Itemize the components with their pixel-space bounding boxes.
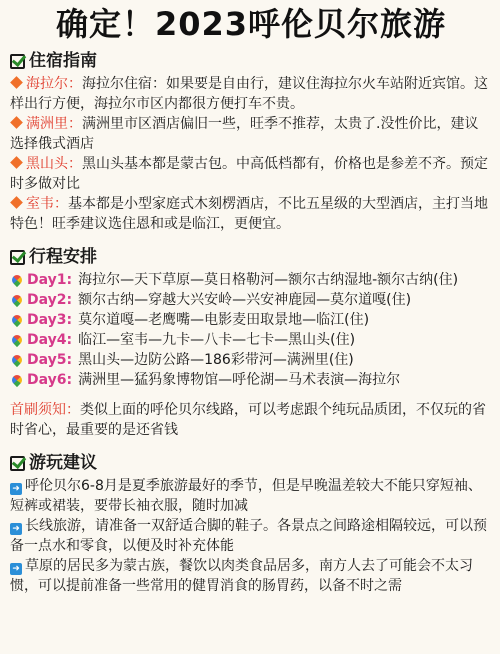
- accommodation-label: 海拉尔：: [26, 76, 82, 92]
- accommodation-label: 黑山头：: [26, 156, 82, 172]
- itinerary-heading: [10, 246, 492, 268]
- accommodation-text: 海拉尔住宿：如果要是自由行，建议住海拉尔火车站附近宾馆。这样出行方便，海拉尔市区内都很方便打车不贵。: [10, 76, 488, 112]
- notice-paragraph: [10, 400, 492, 440]
- tip-text: 长线旅游，请准备一双舒适合脚的鞋子。各景点之间路途相隔较远，可以预备一点水和零食，以便及时补充体能: [10, 518, 487, 554]
- day-route: 满洲里—猛犸象博物馆—呼伦湖—马术表演—海拉尔: [78, 372, 401, 388]
- tip-item: [10, 476, 492, 516]
- location-pin-icon: [10, 292, 24, 306]
- day-route: 海拉尔—天下草原—莫日格勒河—额尔古纳湿地-额尔古纳(住): [78, 272, 459, 288]
- arrow-right-icon: ➜: [10, 523, 22, 535]
- itinerary-day: [10, 370, 492, 390]
- day-label: Day1:: [27, 272, 73, 288]
- accommodation-text: 基本都是小型家庭式木刻楞酒店，不比五星级的大型酒店，主打当地特色！旺季建议选住恩和或是临江，更便宜。: [10, 196, 488, 232]
- accommodation-label: 满洲里：: [26, 116, 82, 132]
- checkbox-icon: [10, 250, 25, 265]
- notice-text: 类似上面的呼伦贝尔线路，可以考虑跟个纯玩品质团，不仅玩的省时省心，最重要的是还省钱: [10, 402, 486, 438]
- location-pin-icon: [10, 332, 24, 346]
- accommodation-text: 黑山头基本都是蒙古包。中高低档都有，价格也是参差不齐。预定时多做对比: [10, 156, 488, 192]
- day-route: 黑山头—边防公路—186彩带河—满洲里(住): [78, 352, 354, 368]
- accommodation-label: 室韦：: [26, 196, 68, 212]
- tips-heading-text: 游玩建议: [29, 453, 97, 473]
- accommodation-item: [10, 74, 492, 114]
- notice-label: 首刷须知：: [10, 402, 80, 418]
- day-label: Day5:: [27, 352, 73, 368]
- page-title: 确定！2023呼伦贝尔旅游: [55, 5, 447, 43]
- arrow-right-icon: ➜: [10, 563, 22, 575]
- itinerary-day: [10, 330, 492, 350]
- accommodation-item: [10, 114, 492, 154]
- diamond-icon: [10, 116, 23, 129]
- location-pin-icon: [10, 312, 24, 326]
- accommodation-heading-text: 住宿指南: [29, 51, 97, 71]
- day-route: 莫尔道嘎—老鹰嘴—电影麦田取景地—临江(住): [78, 312, 370, 328]
- checkbox-icon: [10, 456, 25, 471]
- tips-heading: [10, 452, 492, 474]
- diamond-icon: [10, 76, 23, 89]
- day-label: Day4:: [27, 332, 73, 348]
- location-pin-icon: [10, 372, 24, 386]
- checkbox-icon: [10, 54, 25, 69]
- day-route: 临江—室韦—九卡—八卡—七卡—黑山头(住): [78, 332, 356, 348]
- day-label: Day3:: [27, 312, 73, 328]
- accommodation-item: [10, 154, 492, 194]
- itinerary-day: [10, 270, 492, 290]
- itinerary-heading-text: 行程安排: [29, 247, 97, 267]
- tip-text: 呼伦贝尔6-8月是夏季旅游最好的季节，但是早晚温差较大不能只穿短袖、短裤或裙装，要带长袖衣服，随时加减: [10, 478, 482, 514]
- accommodation-heading: [10, 50, 492, 72]
- location-pin-icon: [10, 272, 24, 286]
- accommodation-item: [10, 194, 492, 234]
- itinerary-day: [10, 310, 492, 330]
- day-route: 额尔古纳—穿越大兴安岭—兴安神鹿园—莫尔道嘎(住): [78, 292, 412, 308]
- diamond-icon: [10, 196, 23, 209]
- tip-item: [10, 516, 492, 556]
- accommodation-text: 满洲里市区酒店偏旧一些，旺季不推荐，太贵了.没性价比，建议选择俄式酒店: [10, 116, 479, 152]
- tip-item: [10, 556, 492, 596]
- day-label: Day6:: [27, 372, 73, 388]
- itinerary-day: [10, 350, 492, 370]
- diamond-icon: [10, 156, 23, 169]
- tip-text: 草原的居民多为蒙古族，餐饮以肉类食品居多，南方人去了可能会不太习惯，可以提前准备一些常用的健胃消食的肠胃药，以备不时之需: [10, 558, 473, 594]
- location-pin-icon: [10, 352, 24, 366]
- day-label: Day2:: [27, 292, 73, 308]
- arrow-right-icon: ➜: [10, 483, 22, 495]
- itinerary-day: [10, 290, 492, 310]
